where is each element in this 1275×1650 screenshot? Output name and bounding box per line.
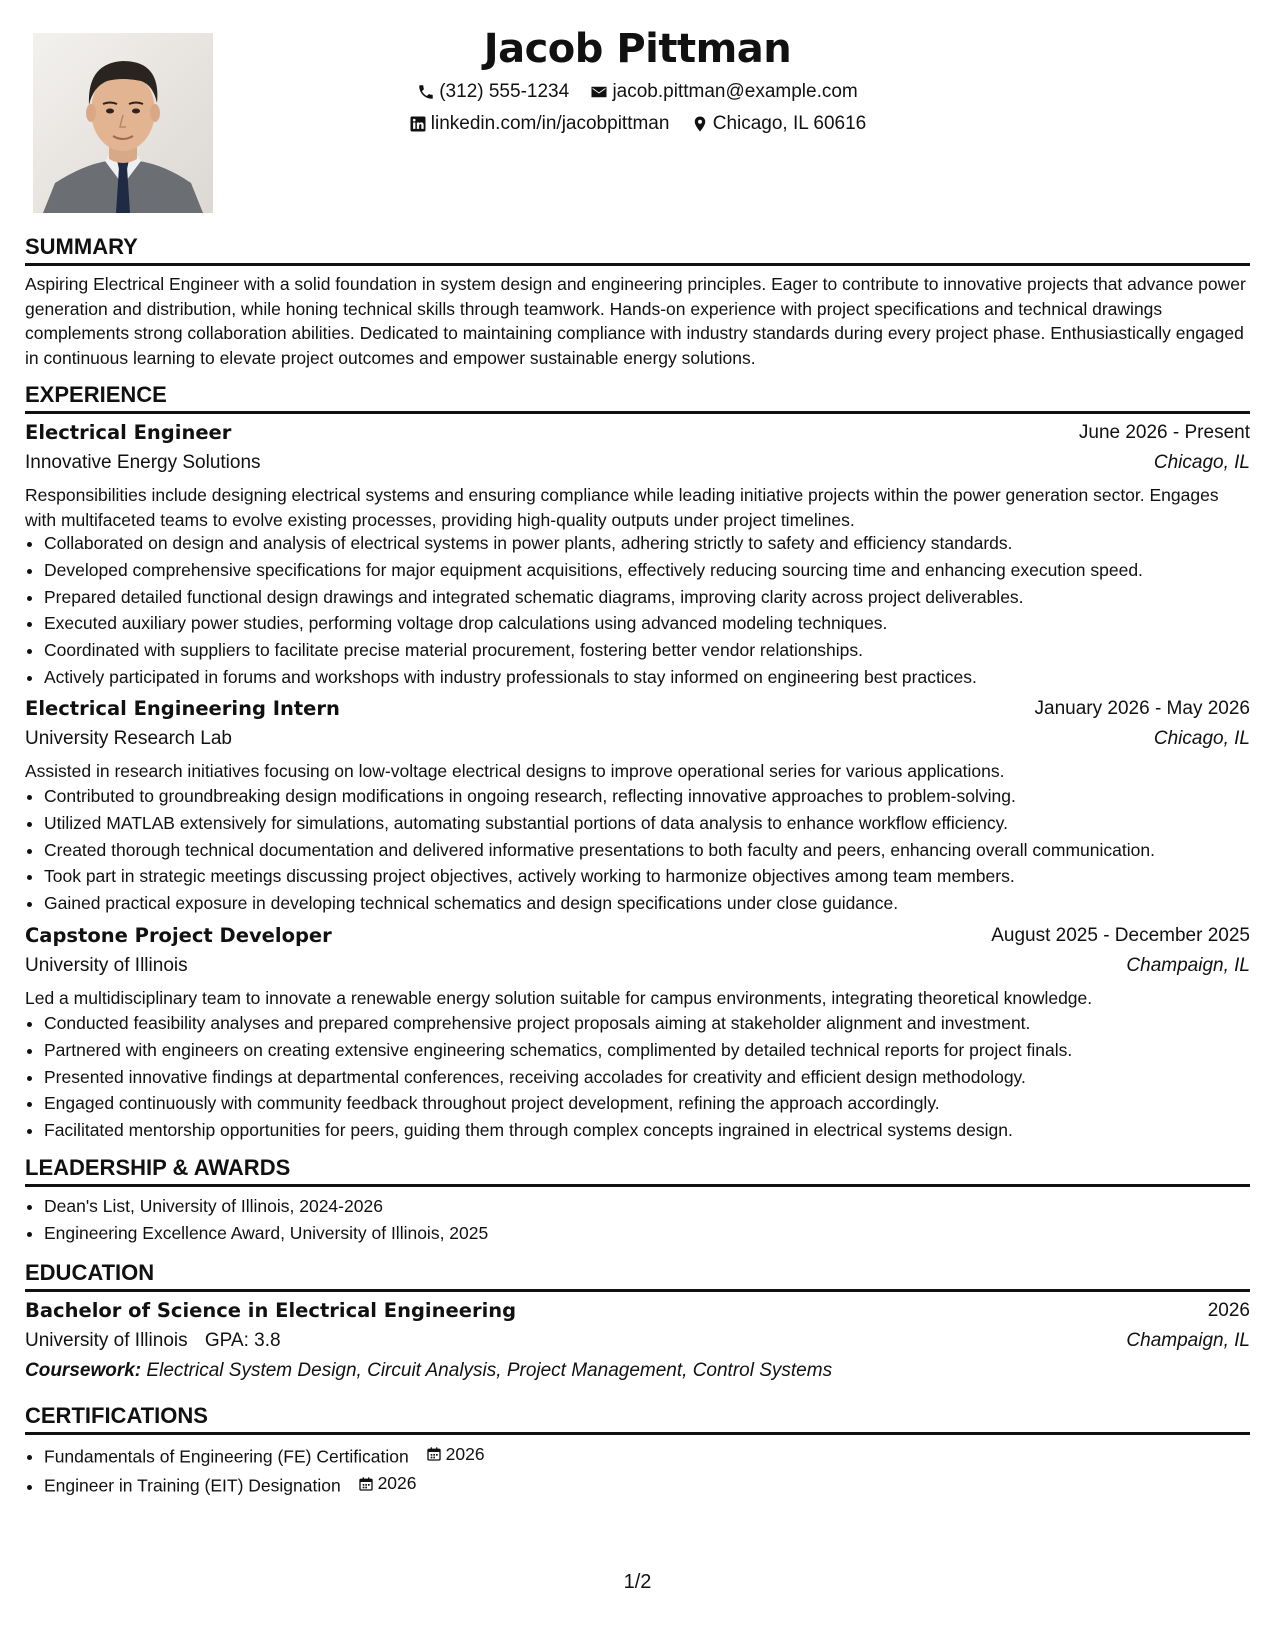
calendar-icon: [358, 1476, 374, 1492]
list-item: • Developed comprehensive specifications for major equipment acquisitions, effectively reducing sourcing time and enhancing execution speed.: [44, 557, 1269, 584]
coursework-list: Electrical System Design, Circuit Analysis, Project Management, Control Systems: [146, 1360, 833, 1381]
job-description: Led a multidisciplinary team to innovate a renewable energy solution suitable for campus environments, integrating theoretical knowledge.: [25, 988, 1093, 1008]
list-item: • Engaged continuously with community feedback throughout project development, refining the approach accordingly.: [44, 1090, 1269, 1117]
summary-text: Aspiring Electrical Engineer with a solid foundation in system design and engineering principles. Eager to contribute to innovative projects that advance power generation and distribution, while honing technical skills through teamwork. Hands-on experience with project specifications and technical drawings complements strong collaboration abilities. Dedicated to maintaining compliance with industry standards during every project phase. Enthusiastically engaged in continuous learning to elevate project outcomes and empower sustainable energy solutions.: [25, 274, 1246, 368]
education-heading: EDUCATION: [25, 1260, 155, 1285]
list-item: • Conducted feasibility analyses and prepared comprehensive project proposals aiming at stakeholder alignment and investment.: [44, 1010, 1269, 1037]
job-dates: June 2026 - Present: [1078, 422, 1250, 443]
coursework-line: [25, 1358, 832, 1384]
job-description: Assisted in research initiatives focusing on low-voltage electrical designs to improve operational series for various applications.: [25, 761, 1005, 781]
certification-year-group: [426, 1441, 485, 1468]
school-line: [25, 1328, 281, 1354]
contact-line-2: [0, 111, 1275, 141]
job-location: Chicago, IL: [1153, 452, 1250, 473]
list-item: • Prepared detailed functional design drawings and integrated schematic diagrams, improving clarity across project deliverables.: [44, 584, 1269, 611]
list-item: • Coordinated with suppliers to facilitate precise material procurement, fostering better vendor relationships.: [44, 637, 1269, 664]
certification-year: 2026: [377, 1473, 417, 1494]
list-item: • Utilized MATLAB extensively for simulations, automating substantial portions of data analysis to enhance workflow efficiency.: [44, 810, 1269, 837]
list-item: • Took part in strategic meetings discussing project objectives, actively working to harmonize objectives among team members.: [44, 863, 1269, 890]
job-title: Capstone Project Developer: [25, 924, 332, 947]
job-bullet-list: [25, 1010, 1269, 1144]
list-item: • Created thorough technical documentation and delivered informative presentations to both faculty and peers, enhancing overall communication.: [44, 837, 1269, 864]
list-item: • Partnered with engineers on creating extensive engineering schematics, complimented by detailed technical reports for project finals.: [44, 1037, 1269, 1064]
job-organization: Innovative Energy Solutions: [25, 452, 261, 473]
awards-list: [25, 1193, 1269, 1247]
certification-year-group: [358, 1470, 417, 1497]
email-contact[interactable]: [590, 79, 857, 105]
page-number: 1/2: [623, 1571, 652, 1593]
job-description: Responsibilities include designing electrical systems and ensuring compliance while leading initiative projects within the power generation sector. Engages with multifaceted teams to evolve existing processes, providing high-quality outputs under project timelines.: [25, 485, 1219, 530]
phone-contact[interactable]: [417, 79, 569, 105]
summary-rule: [25, 263, 1250, 266]
list-item: • Facilitated mentorship opportunities for peers, guiding them through complex concepts ingrained in electrical systems design.: [44, 1117, 1269, 1144]
location-contact: [691, 111, 867, 137]
job-dates: August 2025 - December 2025: [991, 925, 1250, 946]
calendar-icon: [426, 1446, 442, 1462]
school-location: Champaign, IL: [1126, 1330, 1250, 1351]
experience-heading: EXPERIENCE: [25, 382, 167, 407]
degree-title: Bachelor of Science in Electrical Engineering: [25, 1299, 517, 1322]
list-item: • Collaborated on design and analysis of electrical systems in power plants, adhering strictly to safety and efficiency standards.: [44, 530, 1269, 557]
linkedin-contact[interactable]: [409, 111, 670, 137]
list-item: [44, 1470, 1269, 1499]
email-text: jacob.pittman@example.com: [612, 81, 858, 102]
candidate-name: Jacob Pittman: [483, 26, 792, 72]
phone-text: (312) 555-1234: [439, 81, 570, 102]
location-text: Chicago, IL 60616: [712, 113, 867, 134]
job-dates: January 2026 - May 2026: [1034, 698, 1250, 719]
list-item: • Engineering Excellence Award, University of Illinois, 2025: [44, 1220, 1269, 1247]
job-organization: University of Illinois: [25, 955, 188, 976]
certifications-heading: CERTIFICATIONS: [25, 1403, 208, 1428]
certification-name: Fundamentals of Engineering (FE) Certification: [44, 1446, 409, 1467]
job-title: Electrical Engineering Intern: [25, 697, 340, 720]
linkedin-icon: [409, 115, 427, 133]
summary-heading: SUMMARY: [25, 234, 138, 259]
list-item: • Executed auxiliary power studies, performing voltage drop calculations using advanced modeling techniques.: [44, 610, 1269, 637]
leadership-heading: LEADERSHIP & AWARDS: [25, 1155, 291, 1180]
experience-rule: [25, 411, 1250, 414]
list-item: [44, 1441, 1269, 1470]
school-name: University of Illinois: [25, 1330, 188, 1351]
certifications-rule: [25, 1432, 1250, 1435]
job-location: Chicago, IL: [1153, 728, 1250, 749]
list-item: • Gained practical exposure in developing technical schematics and design specifications under close guidance.: [44, 890, 1269, 917]
linkedin-text: linkedin.com/in/jacobpittman: [430, 113, 670, 134]
list-item: • Dean's List, University of Illinois, 2024-2026: [44, 1193, 1269, 1220]
gpa: GPA: 3.8: [204, 1330, 281, 1351]
job-title: Electrical Engineer: [25, 421, 232, 444]
map-pin-icon: [691, 115, 709, 133]
job-bullet-list: [25, 783, 1269, 917]
graduation-year: 2026: [1207, 1300, 1250, 1321]
job-location: Champaign, IL: [1126, 955, 1250, 976]
list-item: • Actively participated in forums and workshops with industry professionals to stay informed on engineering best practices.: [44, 664, 1269, 691]
education-rule: [25, 1289, 1250, 1292]
certifications-list: [25, 1441, 1269, 1499]
contact-line-1: [0, 79, 1275, 109]
certification-name: Engineer in Training (EIT) Designation: [44, 1475, 341, 1496]
phone-icon: [417, 83, 435, 101]
leadership-rule: [25, 1184, 1250, 1187]
certification-year: 2026: [445, 1444, 485, 1464]
job-organization: University Research Lab: [25, 728, 232, 749]
list-item: • Contributed to groundbreaking design modifications in ongoing research, reflecting innovative approaches to problem-solving.: [44, 783, 1269, 810]
envelope-icon: [590, 83, 608, 101]
job-bullet-list: [25, 530, 1269, 691]
coursework-label: Coursework:: [25, 1360, 142, 1381]
list-item: • Presented innovative findings at departmental conferences, receiving accolades for creativity and efficient design methodology.: [44, 1064, 1269, 1091]
